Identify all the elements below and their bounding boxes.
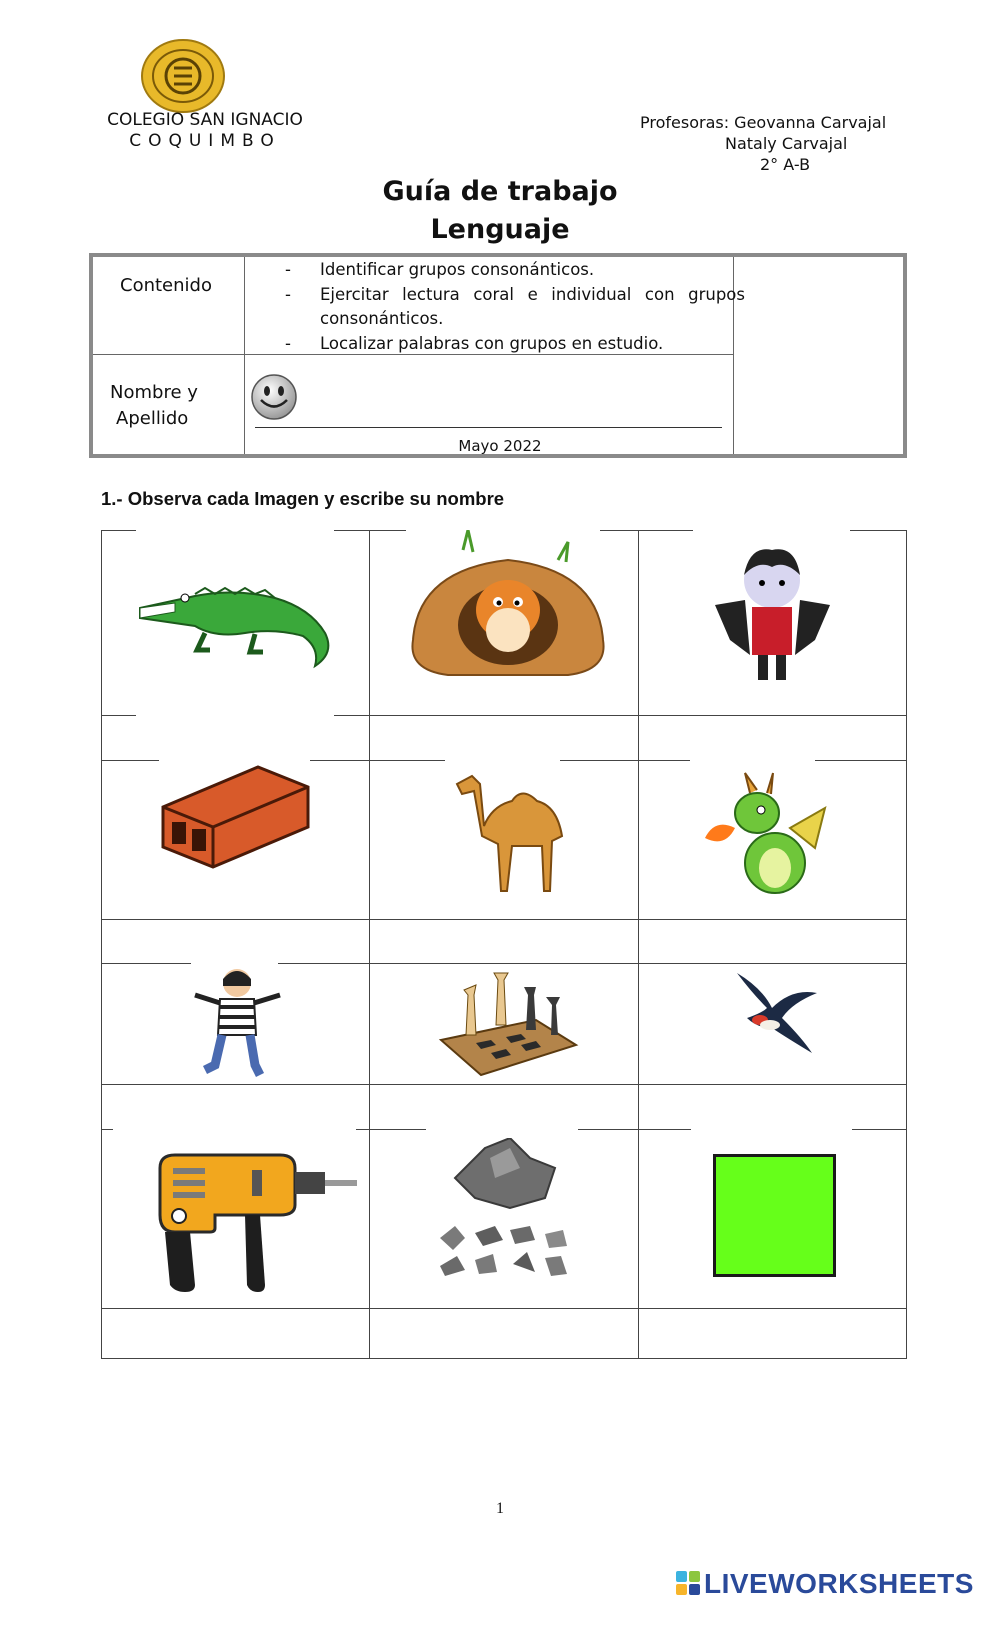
school-name-block <box>90 110 320 152</box>
school-logo <box>140 38 226 114</box>
liveworksheets-logo <box>675 1568 974 1602</box>
answer-cell[interactable] <box>370 1309 637 1357</box>
dragon-picture <box>695 768 830 903</box>
vampire-picture <box>710 545 835 690</box>
answer-cell[interactable] <box>102 1309 369 1357</box>
drill-picture <box>155 1150 360 1295</box>
brick-picture <box>158 762 313 872</box>
thief-picture <box>190 965 285 1080</box>
answer-cell[interactable] <box>102 1085 369 1128</box>
content-item: - Identificar grupos consonánticos. <box>285 260 595 279</box>
answer-cell[interactable] <box>370 716 637 759</box>
grade-label: 2° A-B <box>760 155 811 174</box>
content-item: - Localizar palabras con grupos en estudio. <box>285 333 664 353</box>
page-subtitle: Lenguaje <box>430 214 570 245</box>
exercise-instruction: 1.- Observa cada Imagen y escribe su nombre <box>101 488 505 509</box>
liveworksheets-icon <box>675 1570 701 1596</box>
answer-cell[interactable] <box>639 1085 906 1128</box>
answer-cell[interactable] <box>102 920 369 962</box>
content-item: - Ejercitar lectura coral e individual con grupos consonánticos. <box>285 284 745 328</box>
answer-cell[interactable] <box>639 716 906 759</box>
name-input-line[interactable] <box>255 427 722 428</box>
teachers-label: Profesoras: Geovanna Carvajal <box>640 113 887 132</box>
stones-picture <box>435 1138 575 1280</box>
answer-cell[interactable] <box>639 920 906 962</box>
school-city: COQUIMBO <box>129 131 281 151</box>
chess-picture <box>436 965 581 1080</box>
teacher-name: Nataly Carvajal <box>725 134 848 153</box>
answer-cell[interactable] <box>639 1309 906 1357</box>
date-label: Mayo 2022 <box>458 437 542 455</box>
green-square-picture <box>713 1154 836 1277</box>
smiley-icon <box>250 373 298 421</box>
answer-cell[interactable] <box>370 920 637 962</box>
answer-cell[interactable] <box>370 1085 637 1128</box>
teachers-block <box>640 112 930 175</box>
hamster-picture <box>408 530 608 690</box>
content-list <box>285 258 745 356</box>
school-name: COLEGIO SAN IGNACIO <box>107 110 303 130</box>
content-label: Contenido <box>120 275 212 296</box>
name-label: Nombre y Apellido <box>110 382 198 429</box>
swallow-picture <box>732 968 822 1058</box>
page-title: Guía de trabajo <box>382 176 618 207</box>
camel-picture <box>452 766 567 896</box>
crocodile-picture <box>135 578 340 673</box>
page-number: 1 <box>496 1500 504 1517</box>
liveworksheets-brand: LIVEWORKSHEETS <box>704 1568 974 1599</box>
answer-cell[interactable] <box>102 716 369 759</box>
